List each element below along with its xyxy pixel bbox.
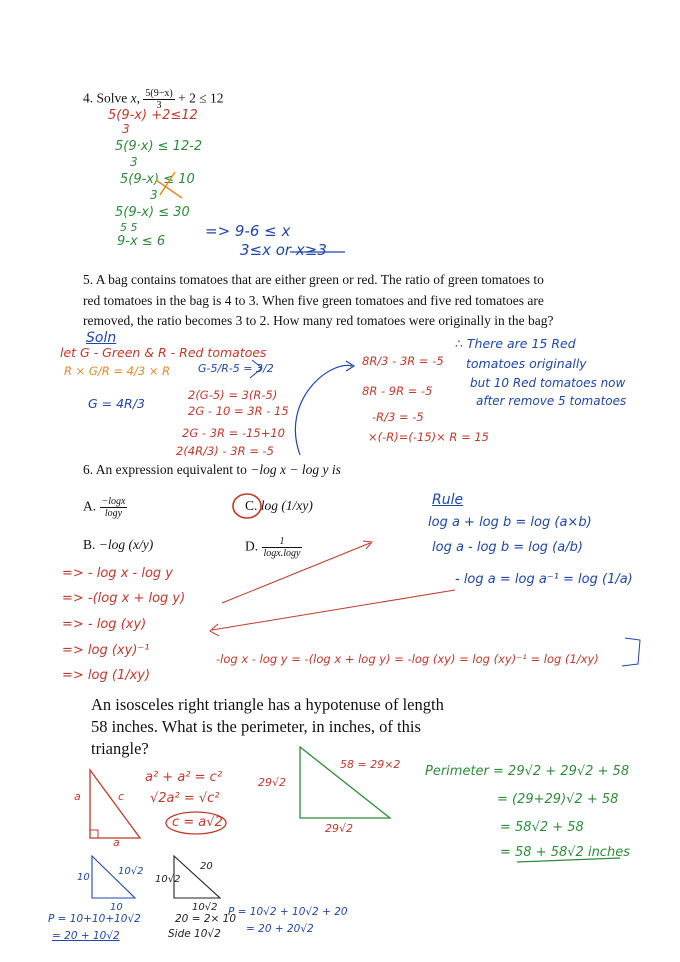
q5-answer-1: ∴ There are 15 Red — [455, 336, 576, 351]
q6-option-b-expr: −log (x/y) — [98, 537, 154, 552]
q7-triangle-red — [90, 770, 140, 838]
q7-side-c: c — [118, 790, 125, 803]
q6-work-3: => - log (xy) — [62, 617, 147, 632]
q7-ex1-p2: = 20 + 10√2 — [52, 930, 120, 942]
q7-leg-bottom: 29√2 — [325, 822, 354, 835]
q7-ex2-eq: 20 = 2× 10 — [175, 913, 237, 925]
q7-side-a-left: a — [74, 790, 81, 803]
q4-work-6: => 9-6 ≤ x — [205, 222, 291, 240]
q7-perim-underline — [517, 858, 620, 862]
q5-sub4: ×(-R)=(-15)× R = 15 — [368, 430, 490, 444]
q7-ex2-hyp: 20 — [200, 861, 213, 872]
q7-ex1-p1: P = 10+10+10√2 — [48, 913, 141, 925]
q4-work-5: 9-x ≤ 6 — [117, 234, 166, 249]
q5-line-2: red tomatoes in the bag is 4 to 3. When five green tomatoes and five red tomatoes are — [83, 292, 544, 308]
q4-frac-den: 3 — [156, 100, 162, 111]
q5-line-1: 5. A bag contains tomatoes that are either green or red. The ratio of green tomatoes to — [83, 272, 544, 287]
q5-step1: G-5/R-5 = 3/2 — [198, 362, 274, 375]
q4-work-2: 5(9·x) ≤ 12-2 — [115, 139, 203, 154]
q6-option-a-label: A. — [83, 498, 97, 514]
q5-soln-label: Soln — [86, 330, 117, 346]
q6-title-prefix: 6. An expression equivalent to — [83, 462, 251, 477]
q7-circle-c-eq — [166, 812, 226, 834]
q4-work-7: 3≤x or x≥3 — [240, 241, 327, 259]
q4-work-3-den: 3 — [150, 188, 158, 202]
q5-step4: 2G - 3R = -15+10 — [182, 426, 285, 440]
q7-hyp: 58 = 29×2 — [340, 758, 401, 771]
q6-option-a-num: −logx — [101, 496, 126, 507]
q7-leg-left: 29√2 — [258, 776, 287, 789]
q5-g-eq: G = 4R/3 — [88, 396, 145, 411]
q5-sub3: -R/3 = -5 — [372, 410, 424, 424]
q7-right-angle-red — [90, 830, 98, 838]
q6-rule-2: log a - log b = log (a/b) — [432, 540, 583, 555]
q4-work-4-den: 5 5 — [120, 221, 138, 234]
q6-work-5: => log (1/xy) — [62, 668, 151, 683]
q7-ex1-base: 10 — [110, 902, 123, 913]
q4-prompt-var: x, — [130, 90, 141, 106]
q7-ex2-side: Side 10√2 — [168, 928, 221, 940]
q6-rule-3: - log a = log a⁻¹ = log (1/a) — [455, 572, 633, 587]
q7-eq1: a² + a² = c² — [145, 770, 223, 785]
q7-perim-4: = 58 + 58√2 inches — [500, 845, 630, 860]
q4-cross-strike — [156, 172, 182, 198]
q6-work-4: => log (xy)⁻¹ — [62, 643, 150, 658]
q7-eq2: √2a² = √c² — [150, 791, 220, 806]
q7-perim-1: Perimeter = 29√2 + 29√2 + 58 — [425, 764, 630, 779]
q6-option-d-den: logx.logy — [263, 548, 301, 559]
q7-ex1-side: 10 — [77, 872, 90, 883]
q5-sub1: 8R/3 - 3R = -5 — [362, 354, 444, 368]
q5-connector-curve — [295, 365, 352, 455]
q6-option-a-den: logy — [104, 508, 123, 519]
q6-circle-option-c — [233, 494, 261, 518]
q6-option-d-num: 1 — [262, 536, 303, 548]
q7-perim-2: = (29+29)√2 + 58 — [497, 792, 619, 807]
q6-work-2: => -(log x + log y) — [62, 591, 186, 606]
q4-work-1: 5(9-x) +2≤12 — [108, 108, 198, 123]
q5-step3: 2G - 10 = 3R - 15 — [188, 404, 289, 418]
q5-answer-2: tomatoes originally — [466, 356, 587, 371]
q7-ex2-p1: P = 10√2 + 10√2 + 20 — [228, 906, 348, 918]
q4-work-3: 5(9-x) ≤ 10 — [120, 172, 195, 187]
q7-eq3: c = a√2 — [172, 815, 223, 830]
q4-prompt-suffix: + 2 ≤ 12 — [178, 90, 224, 106]
q7-ex2-left: 10√2 — [155, 874, 181, 885]
q7-ex2-base: 10√2 — [192, 902, 218, 913]
q6-rule-title: Rule — [432, 492, 464, 508]
q7-ex2-p2: = 20 + 20√2 — [246, 923, 314, 935]
q4-prompt-prefix: 4. Solve — [83, 90, 131, 106]
q5-step2: 2(G-5) = 3(R-5) — [188, 388, 278, 402]
q5-bracket — [250, 360, 262, 378]
q7-line-3: triangle? — [91, 739, 149, 758]
q5-answer-4: after remove 5 tomatoes — [476, 394, 627, 408]
q5-answer-3: but 10 Red tomatoes now — [470, 376, 626, 390]
q4-work-4: 5(9-x) ≤ 30 — [115, 205, 190, 220]
q6-arrow-1 — [222, 543, 370, 603]
q5-sub2: 8R - 9R = -5 — [362, 384, 433, 398]
q6-option-b-label: B. — [83, 537, 96, 552]
q6-bracket-right — [622, 638, 640, 666]
q6-rule-1: log a + log b = log (a×b) — [428, 515, 592, 530]
q7-ex1-triangle — [92, 856, 135, 898]
q5-step5: 2(4R/3) - 3R = -5 — [176, 444, 274, 458]
q7-ex1-hyp: 10√2 — [118, 866, 144, 877]
q6-title-expr: −log x − log y is — [250, 462, 341, 477]
q5-line-3: removed, the ratio becomes 3 to 2. How many red tomatoes were originally in the bag? — [83, 313, 554, 328]
q6-summary: -log x - log y = -(log x + log y) = -log (xy) = log (xy)⁻¹ = log (1/xy) — [216, 652, 599, 666]
q4-frac-num: 5(9−x) — [145, 88, 173, 99]
q7-line-1: An isosceles right triangle has a hypotenuse of length — [91, 695, 444, 714]
q5-ratio: R × G/R = 4/3 × R — [64, 364, 171, 378]
q6-option-c-expr: log (1/xy) — [260, 498, 313, 513]
q4-work-1-den: 3 — [122, 122, 130, 136]
q7-line-2: 58 inches. What is the perimeter, in inches, of this — [91, 717, 421, 736]
q6-arrow-2 — [212, 590, 455, 630]
q7-ex2-triangle — [174, 856, 220, 898]
q7-triangle-green — [300, 747, 390, 818]
q6-work-1: => - log x - log y — [62, 566, 173, 581]
q7-perim-3: = 58√2 + 58 — [500, 820, 584, 835]
q4-work-2-den: 3 — [130, 155, 138, 169]
q7-side-a-bottom: a — [113, 836, 120, 849]
q6-option-d-label: D. — [245, 538, 259, 554]
q6-option-c-label: C. — [245, 498, 258, 513]
q5-let: let G - Green & R - Red tomatoes — [60, 345, 267, 360]
